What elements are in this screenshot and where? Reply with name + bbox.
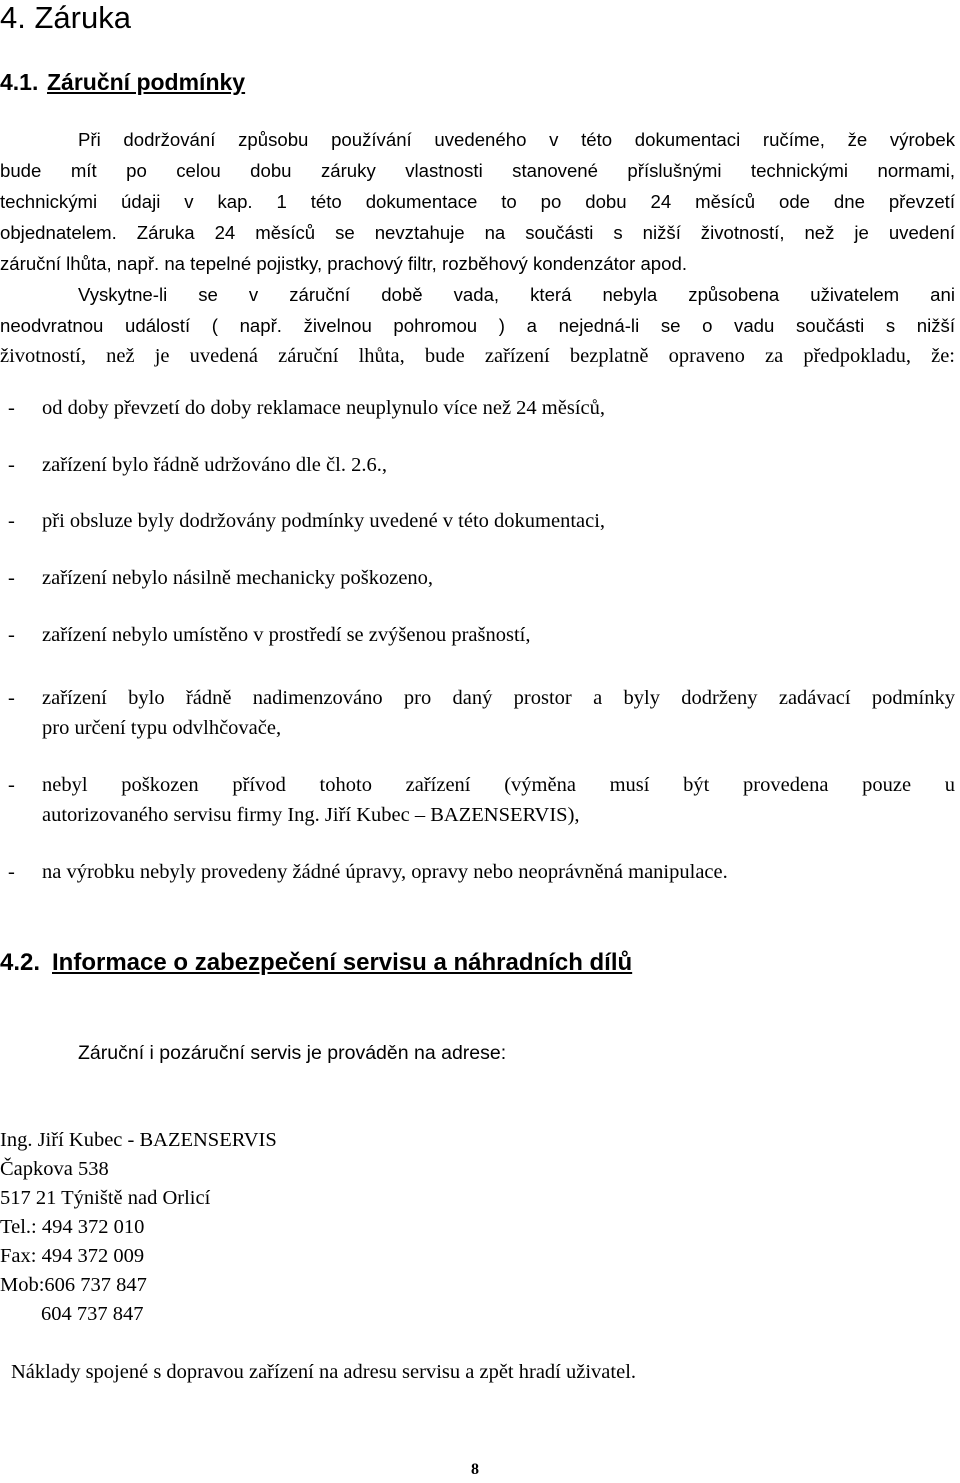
list-item — [42, 770, 955, 830]
list-item-line: zařízení nebylo umístěno v prostředí se zvýšenou prašností, — [42, 624, 531, 646]
paragraph-line: objednatelem. Záruka 24 měsíců se nevztahuje na součásti s nižší životností, než je uvedení — [0, 222, 955, 243]
list-dash: - — [8, 510, 15, 532]
paragraph-line: Při dodržování způsobu používání uvedeného v této dokumentaci ručíme, že výrobek — [78, 129, 955, 150]
paragraph-line: neodvratnou událostí ( např. živelnou pohromou ) a nejedná-li se o vadu součásti s nižší — [0, 315, 955, 336]
subsection-number: 4.2. — [0, 949, 41, 976]
subsection-heading-warranty-conditions — [0, 66, 245, 98]
list-item — [42, 683, 955, 743]
list-item-line: zařízení bylo řádně nadimenzováno pro daný prostor a byly dodrženy zadávací podmínky — [42, 687, 955, 709]
list-item-line: zařízení bylo řádně udržováno dle čl. 2.6., — [42, 454, 387, 476]
paragraph-line: životností, než je uvedená záruční lhůta, bude zařízení bezplatně opraveno za předpokladu, že: — [0, 345, 955, 367]
subsection-title: Záruční podmínky — [47, 69, 246, 95]
list-item — [42, 450, 955, 480]
list-item-line: od doby převzetí do doby reklamace neuplynulo více než 24 měsíců, — [42, 397, 605, 419]
subsection-title: Informace o zabezpečení servisu a náhradních dílů — [52, 949, 633, 976]
list-item-line: nebyl poškozen přívod tohoto zařízení (výměna musí být provedena pouze u — [42, 774, 955, 796]
section-heading: 4. Záruka — [0, 0, 131, 35]
paragraph-line: záruční lhůta, např. na tepelné pojistky, prachový filtr, rozběhový kondenzátor apod. — [0, 253, 687, 274]
list-item — [42, 857, 955, 887]
address-line: 517 21 Týniště nad Orlicí — [0, 1187, 211, 1209]
list-item-line: na výrobku nebyly provedeny žádné úpravy, opravy nebo neoprávněná manipulace. — [42, 861, 728, 883]
phone-line: Tel.: 494 372 010 — [0, 1216, 145, 1238]
paragraph-line: bude mít po celou dobu záruky vlastnosti stanovené příslušnými technickými normami, — [0, 160, 955, 181]
warranty-paragraph — [0, 124, 955, 372]
subsection-number: 4.1. — [0, 69, 39, 95]
paragraph-line: technickými údaji v kap. 1 této dokumentace to po dobu 24 měsíců ode dne převzetí — [0, 191, 955, 212]
list-dash: - — [8, 774, 15, 796]
subsection-heading-service-info — [0, 946, 632, 980]
mobile-line: Mob:606 737 847 — [0, 1274, 147, 1296]
address-line: Ing. Jiří Kubec - BAZENSERVIS — [0, 1129, 277, 1151]
list-dash: - — [8, 624, 15, 646]
list-dash: - — [8, 397, 15, 419]
fax-line: Fax: 494 372 009 — [0, 1245, 145, 1267]
list-item — [42, 620, 955, 650]
service-intro: Záruční i pozáruční servis je prováděn na adrese: — [78, 1042, 507, 1064]
list-item — [42, 393, 955, 423]
list-dash: - — [8, 687, 15, 709]
paragraph-line: Vyskytne-li se v záruční době vada, která nebyla způsobena uživatelem ani — [78, 284, 955, 305]
list-item-line: při obsluze byly dodržovány podmínky uvedené v této dokumentaci, — [42, 510, 606, 532]
page-number: 8 — [471, 1461, 479, 1478]
list-dash: - — [8, 861, 15, 883]
list-item-line: autorizovaného servisu firmy Ing. Jiří Kubec – BAZENSERVIS), — [42, 804, 580, 826]
list-item — [42, 563, 955, 593]
mobile-line: 604 737 847 — [0, 1303, 144, 1325]
list-dash: - — [8, 567, 15, 589]
list-item — [42, 506, 955, 536]
list-dash: - — [8, 454, 15, 476]
address-line: Čapkova 538 — [0, 1158, 109, 1180]
costs-note: Náklady spojené s dopravou zařízení na adresu servisu a zpět hradí uživatel. — [11, 1361, 637, 1383]
list-item-line: zařízení nebylo násilně mechanicky poškozeno, — [42, 567, 434, 589]
list-item-line: pro určení typu odvlhčovače, — [42, 717, 282, 739]
